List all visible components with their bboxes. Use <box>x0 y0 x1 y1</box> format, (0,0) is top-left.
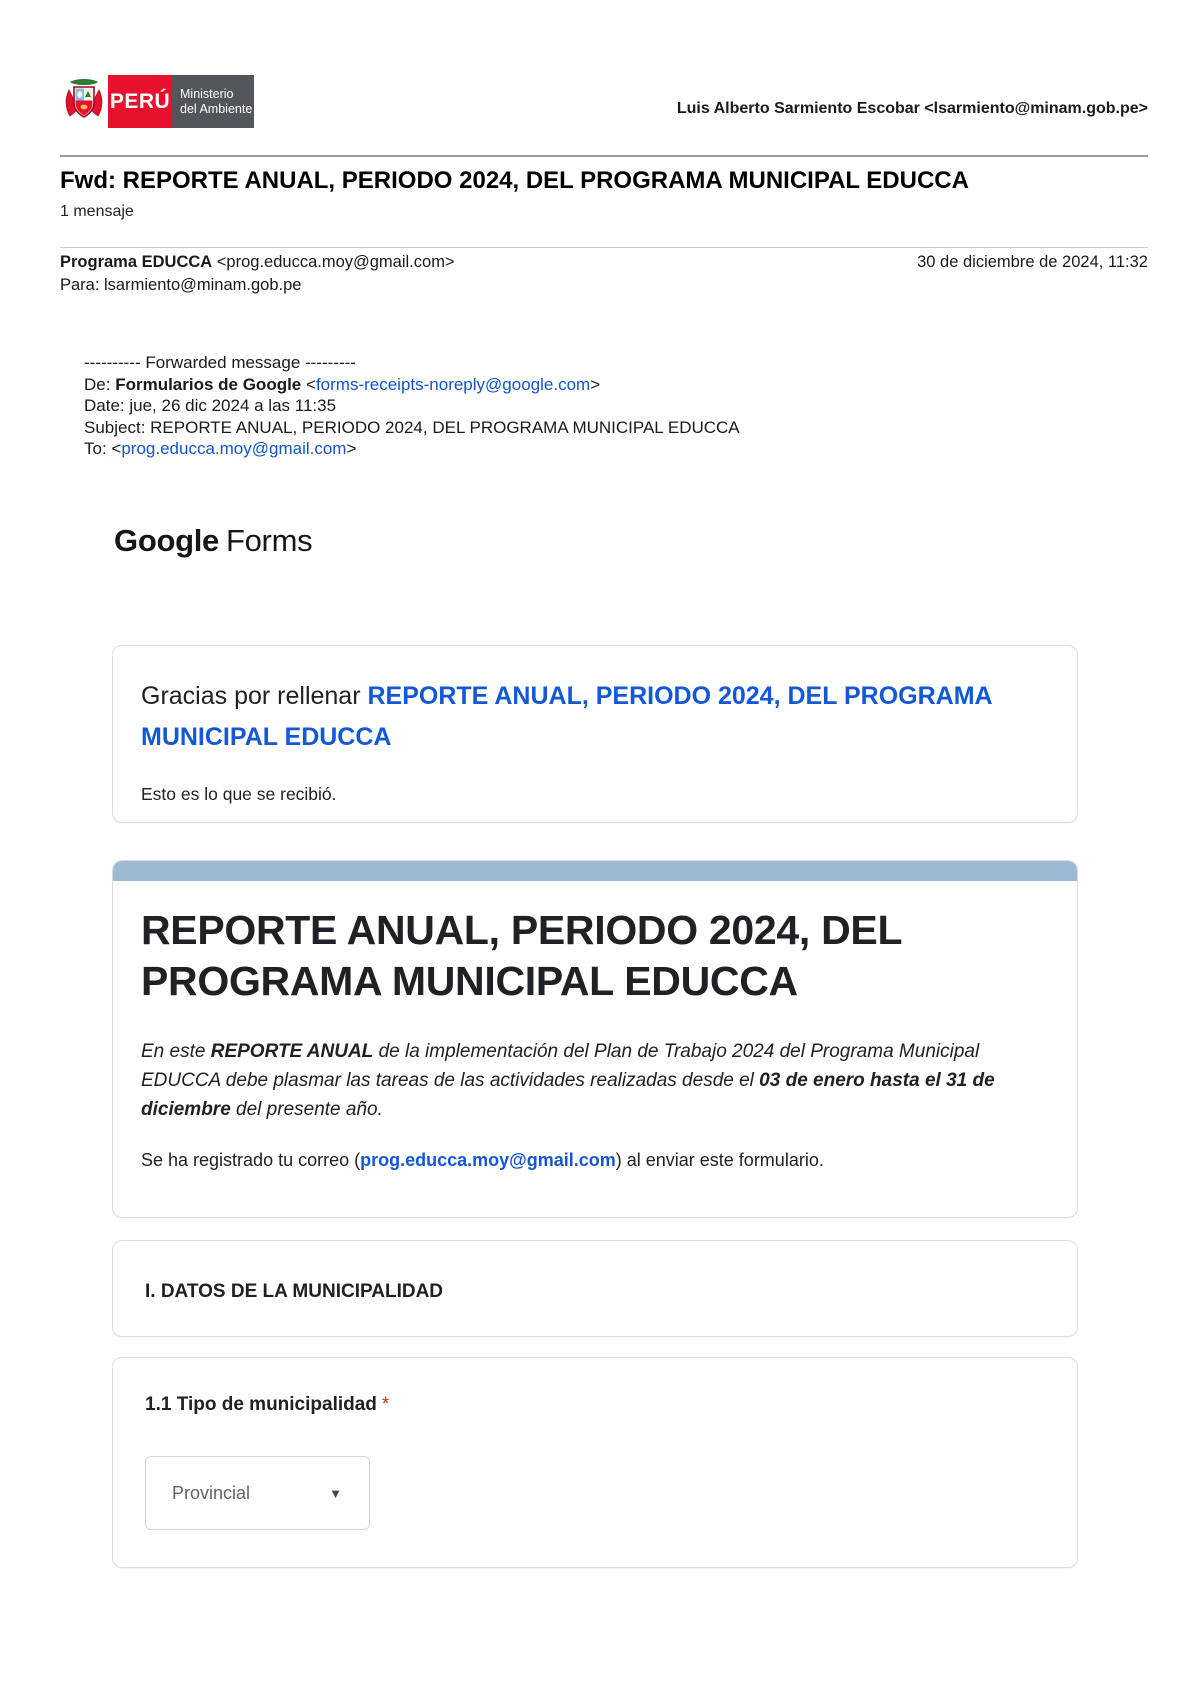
ministry-wordmark <box>172 75 254 128</box>
peru-label: PERÚ <box>109 89 171 113</box>
forms-wordmark: Forms <box>225 523 313 558</box>
to-close-bracket: > <box>346 439 357 458</box>
desc-seg4: 03 de enero hasta el 31 de diciembre <box>141 1070 995 1120</box>
section-title: I. DATOS DE LA MUNICIPALIDAD <box>145 1281 444 1302</box>
header-divider <box>60 155 1148 157</box>
forwarded-divider: ---------- Forwarded message --------- <box>84 353 356 372</box>
desc-seg2: REPORTE ANUAL <box>210 1041 374 1062</box>
forwarded-to-line <box>84 438 740 460</box>
required-asterisk: * <box>381 1394 390 1415</box>
question-label-line <box>145 1394 1045 1416</box>
registered-part1: Se ha registrado tu correo ( <box>141 1150 361 1170</box>
desc-seg5: del presente año. <box>230 1099 383 1120</box>
message-count: 1 mensaje <box>60 203 134 220</box>
sender-row <box>60 253 1148 272</box>
question-label: 1.1 Tipo de municipalidad <box>145 1394 377 1415</box>
form-header-card <box>112 860 1078 1218</box>
received-note: Esto es lo que se recibió. <box>141 784 337 804</box>
forwarded-date-line: Date: jue, 26 dic 2024 a las 11:35 <box>84 396 337 415</box>
to-email-link[interactable]: prog.educca.moy@gmail.com <box>121 439 347 458</box>
from-close-bracket: > <box>590 374 601 394</box>
ministry-line2: del Ambiente <box>180 101 253 116</box>
registered-email-line <box>141 1150 1049 1171</box>
thanks-card <box>112 645 1078 823</box>
thanks-prefix: Gracias por rellenar <box>141 682 368 710</box>
mailbox-owner: Luis Alberto Sarmiento Escobar <lsarmiento@minam.gob.pe> <box>676 100 1148 117</box>
forwarded-from-line <box>84 374 740 396</box>
from-email-link[interactable]: forms-receipts-noreply@google.com <box>315 374 591 394</box>
question-card <box>112 1357 1078 1568</box>
from-label: De: <box>84 374 116 394</box>
to-line: Para: lsarmiento@minam.gob.pe <box>60 276 302 294</box>
sender-address: <prog.educca.moy@gmail.com> <box>216 253 455 271</box>
thanks-line <box>141 676 1049 758</box>
registered-email-link[interactable]: prog.educca.moy@gmail.com <box>360 1150 616 1170</box>
google-wordmark: Google <box>114 523 219 558</box>
form-description <box>141 1037 1049 1124</box>
desc-seg1: En este <box>141 1041 211 1062</box>
chevron-down-icon: ▼ <box>329 1485 342 1501</box>
form-title: REPORTE ANUAL, PERIODO 2024, DEL PROGRAMA MUNICIPAL EDUCCA <box>141 907 902 1004</box>
peru-wordmark <box>108 75 172 128</box>
form-title-link[interactable]: REPORTE ANUAL, PERIODO 2024, DEL PROGRAMA MUNICIPAL EDUCCA <box>141 682 992 751</box>
from-name: Formularios de Google <box>115 374 302 394</box>
message-divider <box>60 247 1148 248</box>
from-open-bracket: < <box>301 374 316 394</box>
sender-name: Programa EDUCCA <box>60 253 213 271</box>
email-subject: Fwd: REPORTE ANUAL, PERIODO 2024, DEL PROGRAMA MUNICIPAL EDUCCA <box>60 167 969 194</box>
email-date: 30 de diciembre de 2024, 11:32 <box>917 253 1148 271</box>
form-card-topbar <box>113 861 1077 881</box>
desc-seg3: de la implementación del Plan de Trabajo 2024 del Programa Municipal EDUCCA debe plasmar las tareas de las actividades realizadas desde el <box>141 1041 980 1091</box>
section-card <box>112 1240 1078 1337</box>
peru-coat-of-arms-icon <box>60 75 108 128</box>
forwarded-subject-line: Subject: REPORTE ANUAL, PERIODO 2024, DEL PROGRAMA MUNICIPAL EDUCCA <box>84 417 740 437</box>
google-forms-logo <box>114 523 312 559</box>
ministry-line1: Ministerio <box>180 86 234 101</box>
coat-of-arms-svg <box>64 78 104 126</box>
to-label: To: < <box>84 439 122 458</box>
form-card-body <box>113 881 1077 1171</box>
forwarded-message-block <box>84 352 740 460</box>
sender <box>60 253 455 272</box>
municipality-type-dropdown[interactable] <box>145 1456 370 1530</box>
dropdown-selected-value: Provincial <box>172 1482 251 1503</box>
minam-logo <box>60 75 254 128</box>
registered-part2: ) al enviar este formulario. <box>615 1150 824 1170</box>
